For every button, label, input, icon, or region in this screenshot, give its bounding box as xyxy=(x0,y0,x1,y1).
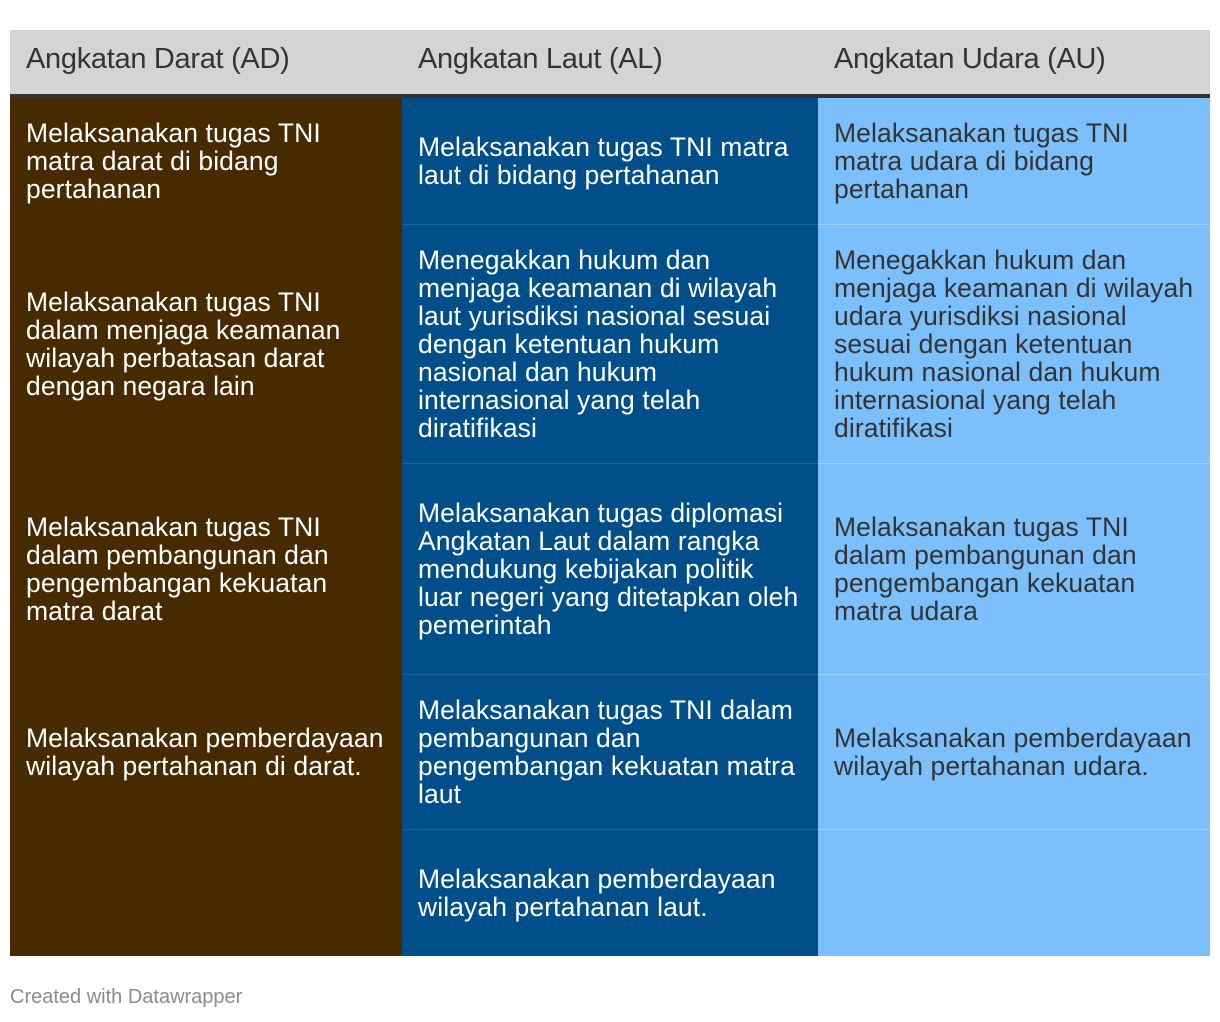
tni-duties-table xyxy=(10,30,1210,956)
cell-au: Melaksanakan tugas TNI matra udara di bidang pertahanan xyxy=(818,96,1210,225)
cell-ad: Melaksanakan pemberdayaan wilayah pertahanan di darat. xyxy=(10,675,402,830)
cell-au: Melaksanakan pemberdayaan wilayah pertahanan udara. xyxy=(818,675,1210,830)
table-row xyxy=(10,96,1210,225)
cell-al: Menegakkan hukum dan menjaga keamanan di wilayah laut yurisdiksi nasional sesuai dengan ketentuan hukum nasional dan hukum internasional yang telah diratifikasi xyxy=(402,225,818,464)
column-header-ad[interactable]: Angkatan Darat (AD) xyxy=(10,30,402,96)
cell-au: Menegakkan hukum dan menjaga keamanan di wilayah udara yurisdiksi nasional sesuai dengan ketentuan hukum nasional dan hukum internasional yang telah diratifikasi xyxy=(818,225,1210,464)
cell-au: Melaksanakan tugas TNI dalam pembangunan dan pengembangan kekuatan matra udara xyxy=(818,464,1210,675)
cell-au xyxy=(818,830,1210,957)
table-row xyxy=(10,464,1210,675)
cell-al: Melaksanakan tugas TNI matra laut di bidang pertahanan xyxy=(402,96,818,225)
cell-ad: Melaksanakan tugas TNI matra darat di bidang pertahanan xyxy=(10,96,402,225)
cell-al: Melaksanakan pemberdayaan wilayah pertahanan laut. xyxy=(402,830,818,957)
header-row xyxy=(10,30,1210,96)
cell-ad: Melaksanakan tugas TNI dalam pembangunan dan pengembangan kekuatan matra darat xyxy=(10,464,402,675)
cell-ad xyxy=(10,830,402,957)
column-header-al[interactable]: Angkatan Laut (AL) xyxy=(402,30,818,96)
table-row xyxy=(10,225,1210,464)
table-row xyxy=(10,830,1210,957)
cell-al: Melaksanakan tugas TNI dalam pembangunan dan pengembangan kekuatan matra laut xyxy=(402,675,818,830)
cell-al: Melaksanakan tugas diplomasi Angkatan Laut dalam rangka mendukung kebijakan politik luar negeri yang ditetapkan oleh pemerintah xyxy=(402,464,818,675)
datawrapper-table xyxy=(10,30,1210,956)
column-header-au[interactable]: Angkatan Udara (AU) xyxy=(818,30,1210,96)
table-row xyxy=(10,675,1210,830)
cell-ad: Melaksanakan tugas TNI dalam menjaga keamanan wilayah perbatasan darat dengan negara lain xyxy=(10,225,402,464)
datawrapper-credit[interactable]: Created with Datawrapper xyxy=(10,986,243,1008)
